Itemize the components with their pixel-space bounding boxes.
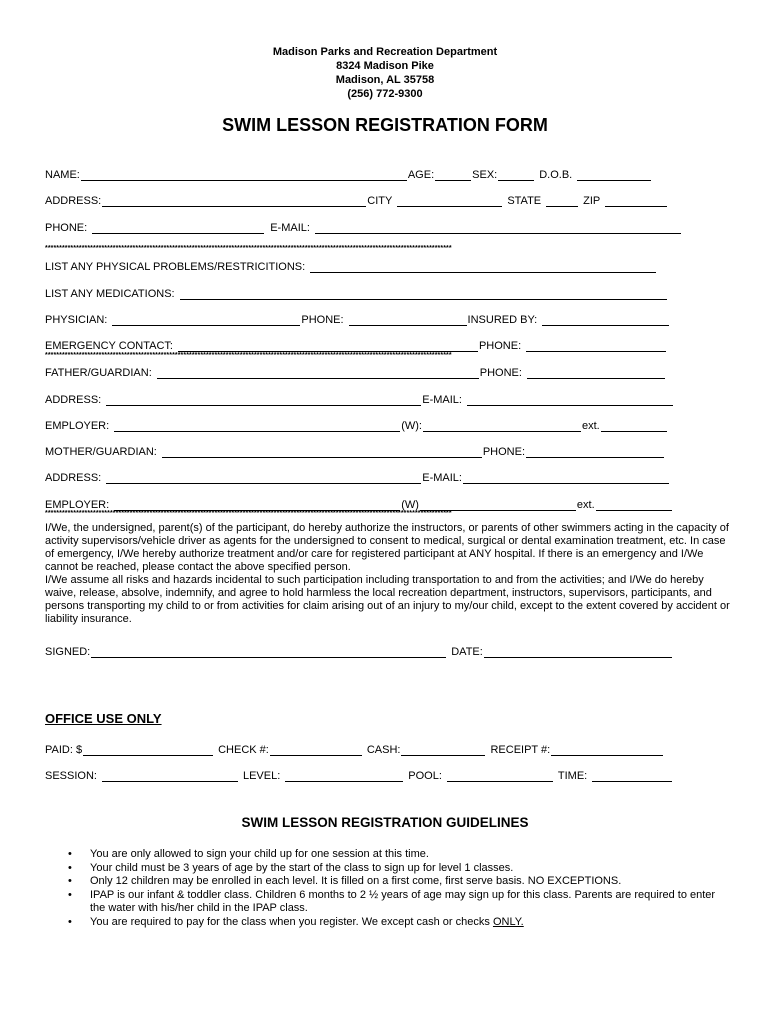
waiver-paragraph-2: I/We assume all risks and hazards incidental to such participation including transportation to and from the activities; and I/We do hereby waive, release, absolve, indemnify, and agree to hold harmless the local recreation department, instructors, supervisors, participants, and persons transporting my child to or from activities for claim arising out of an injury to my/our child, except to the extent covered by accident or liability insurance. bbox=[45, 574, 730, 625]
physician-label: PHYSICIAN: bbox=[45, 314, 108, 326]
father-label: FATHER/GUARDIAN: bbox=[45, 367, 152, 379]
address-label: ADDRESS: bbox=[45, 195, 102, 207]
state-field[interactable] bbox=[546, 195, 578, 207]
phone-row bbox=[45, 218, 685, 234]
mother-field[interactable] bbox=[162, 446, 482, 458]
guideline-text: IPAP is our infant & toddler class. Children 6 months to 2 ½ years of age may sign up for this class. Parents are required to enter the water with his/her child in the IPAP class. bbox=[90, 888, 716, 914]
emergency-contact-label: EMERGENCY CONTACT: bbox=[45, 340, 173, 352]
phone-field[interactable] bbox=[92, 222, 264, 234]
check-label: CHECK #: bbox=[218, 744, 269, 756]
list-item bbox=[68, 862, 728, 876]
cash-field[interactable] bbox=[401, 744, 485, 756]
father-ext-field[interactable] bbox=[601, 420, 667, 432]
name-label: NAME: bbox=[45, 169, 80, 181]
org-name: Madison Parks and Recreation Department bbox=[272, 46, 498, 58]
list-item bbox=[68, 848, 728, 862]
mother-ext-field[interactable] bbox=[596, 499, 672, 511]
receipt-field[interactable] bbox=[551, 744, 663, 756]
zip-label: ZIP bbox=[583, 195, 601, 207]
pool-field[interactable] bbox=[447, 770, 553, 782]
guidelines-title: SWIM LESSON REGISTRATION GUIDELINES bbox=[241, 815, 529, 830]
paid-field[interactable] bbox=[83, 744, 213, 756]
father-ext-label: ext. bbox=[581, 420, 600, 432]
separator-line: ************************************************************************************************************************************************ bbox=[45, 352, 452, 359]
level-field[interactable] bbox=[285, 770, 403, 782]
address-field[interactable] bbox=[102, 195, 366, 207]
bullet-icon: • bbox=[68, 915, 72, 928]
father-address-label: ADDRESS: bbox=[45, 394, 102, 406]
father-row bbox=[45, 363, 685, 379]
mother-work-label: (W) bbox=[401, 499, 419, 511]
emergency-phone-field[interactable] bbox=[526, 340, 666, 352]
guidelines-list bbox=[68, 848, 728, 929]
guideline-text: Only 12 children may be enrolled in each level. It is filled on a first come, first serve basis. NO EXCEPTIONS. bbox=[90, 875, 622, 887]
office-payment-row bbox=[45, 740, 685, 756]
father-work-label: (W): bbox=[401, 420, 422, 432]
emergency-contact-field[interactable] bbox=[178, 340, 478, 352]
signed-label: SIGNED: bbox=[45, 646, 91, 658]
city-label: CITY bbox=[367, 195, 393, 207]
dob-field[interactable] bbox=[577, 169, 651, 181]
signature-field[interactable] bbox=[91, 646, 446, 658]
guideline-emphasis: ONLY. bbox=[492, 915, 524, 928]
father-email-field[interactable] bbox=[467, 394, 673, 406]
list-item bbox=[68, 889, 728, 916]
guideline-text: You are required to pay for the class when you register. We except cash or checks bbox=[90, 915, 490, 928]
mother-row bbox=[45, 442, 685, 458]
waiver-paragraph-1: I/We, the undersigned, parent(s) of the participant, do hereby authorize the instructors, or parents of other swimmers acting in the capacity of activity supervisors/vehicle driver as agents for the undersigned to consent to medical, surgical or dental examination treatment, etc. In case of emergency, I/We hereby authorize treatment and/or care for registered participant at ANY hospital. If there is an emergency and I/We cannot be reached, please contact the above specified person. bbox=[45, 522, 729, 573]
physician-field[interactable] bbox=[112, 314, 300, 326]
org-city: Madison, AL 35758 bbox=[335, 74, 435, 86]
mother-phone-field[interactable] bbox=[526, 446, 664, 458]
name-field[interactable] bbox=[81, 169, 407, 181]
mother-employer-row bbox=[45, 495, 685, 511]
session-field[interactable] bbox=[102, 770, 238, 782]
father-email-label: E-MAIL: bbox=[422, 394, 462, 406]
mother-label: MOTHER/GUARDIAN: bbox=[45, 446, 157, 458]
address-row bbox=[45, 191, 685, 207]
medications-label: LIST ANY MEDICATIONS: bbox=[45, 288, 175, 300]
phone-label: PHONE: bbox=[45, 222, 88, 234]
medications-field[interactable] bbox=[180, 288, 667, 300]
mother-employer-label: EMPLOYER: bbox=[45, 499, 110, 511]
date-label: DATE: bbox=[451, 646, 483, 658]
sex-field[interactable] bbox=[498, 169, 534, 181]
mother-email-label: E-MAIL: bbox=[422, 472, 462, 484]
bullet-icon: • bbox=[68, 861, 72, 874]
father-phone-field[interactable] bbox=[527, 367, 665, 379]
mother-address-label: ADDRESS: bbox=[45, 472, 102, 484]
receipt-label: RECEIPT #: bbox=[490, 744, 551, 756]
sex-label: SEX: bbox=[472, 169, 498, 181]
father-phone-label: PHONE: bbox=[479, 367, 522, 379]
guideline-text: Your child must be 3 years of age by the start of the class to sign up for level 1 classes. bbox=[90, 861, 514, 874]
list-item bbox=[68, 875, 728, 889]
guideline-text: You are only allowed to sign your child up for one session at this time. bbox=[90, 848, 429, 860]
bullet-icon: • bbox=[68, 888, 72, 901]
physical-problems-field[interactable] bbox=[310, 261, 656, 273]
father-employer-row bbox=[45, 416, 685, 432]
email-label: E-MAIL: bbox=[270, 222, 310, 234]
mother-phone-label: PHONE: bbox=[482, 446, 526, 458]
check-field[interactable] bbox=[270, 744, 362, 756]
medications-row bbox=[45, 284, 685, 300]
physician-phone-field[interactable] bbox=[349, 314, 467, 326]
date-field[interactable] bbox=[484, 646, 672, 658]
insured-by-label: INSURED BY: bbox=[467, 314, 538, 326]
org-phone: (256) 772-9300 bbox=[347, 88, 423, 100]
insured-by-field[interactable] bbox=[542, 314, 669, 326]
session-label: SESSION: bbox=[45, 770, 97, 782]
state-label: STATE bbox=[507, 195, 542, 207]
physician-phone-label: PHONE: bbox=[301, 314, 344, 326]
mother-address-row bbox=[45, 468, 685, 484]
separator-line: ************************************************************************************************************************************************ bbox=[45, 510, 452, 517]
name-row bbox=[45, 165, 685, 181]
father-address-row bbox=[45, 390, 685, 406]
paid-label: PAID: $ bbox=[45, 744, 83, 756]
age-field[interactable] bbox=[435, 169, 471, 181]
father-work-field[interactable] bbox=[423, 420, 581, 432]
pool-label: POOL: bbox=[408, 770, 442, 782]
emergency-contact-row bbox=[45, 336, 685, 352]
waiver-text bbox=[45, 522, 730, 626]
office-use-heading: OFFICE USE ONLY bbox=[45, 711, 162, 726]
physician-row bbox=[45, 310, 685, 326]
father-employer-label: EMPLOYER: bbox=[45, 420, 110, 432]
separator-line: ************************************************************************************************************************************************ bbox=[45, 245, 452, 252]
father-address-field[interactable] bbox=[106, 394, 421, 406]
bullet-icon: • bbox=[68, 875, 72, 887]
cash-label: CASH: bbox=[366, 744, 401, 756]
list-item bbox=[68, 916, 728, 930]
dob-label: D.O.B. bbox=[539, 169, 573, 181]
form-title: SWIM LESSON REGISTRATION FORM bbox=[222, 115, 548, 135]
signed-row bbox=[45, 642, 685, 658]
level-label: LEVEL: bbox=[242, 770, 281, 782]
org-address: 8324 Madison Pike bbox=[336, 60, 434, 72]
zip-field[interactable] bbox=[605, 195, 667, 207]
mother-address-field[interactable] bbox=[106, 472, 421, 484]
emergency-phone-label: PHONE: bbox=[478, 340, 522, 352]
physical-problems-row bbox=[45, 257, 685, 273]
father-employer-field[interactable] bbox=[114, 420, 400, 432]
office-session-row bbox=[45, 766, 685, 782]
mother-ext-label: ext. bbox=[576, 499, 595, 511]
time-label: TIME: bbox=[557, 770, 588, 782]
father-field[interactable] bbox=[157, 367, 479, 379]
time-field[interactable] bbox=[592, 770, 672, 782]
physical-problems-label: LIST ANY PHYSICAL PROBLEMS/RESTRICITIONS: bbox=[45, 261, 306, 273]
city-field[interactable] bbox=[397, 195, 502, 207]
age-label: AGE: bbox=[407, 169, 435, 181]
bullet-icon: • bbox=[68, 848, 72, 860]
mother-email-field[interactable] bbox=[463, 472, 669, 484]
email-field[interactable] bbox=[315, 222, 681, 234]
